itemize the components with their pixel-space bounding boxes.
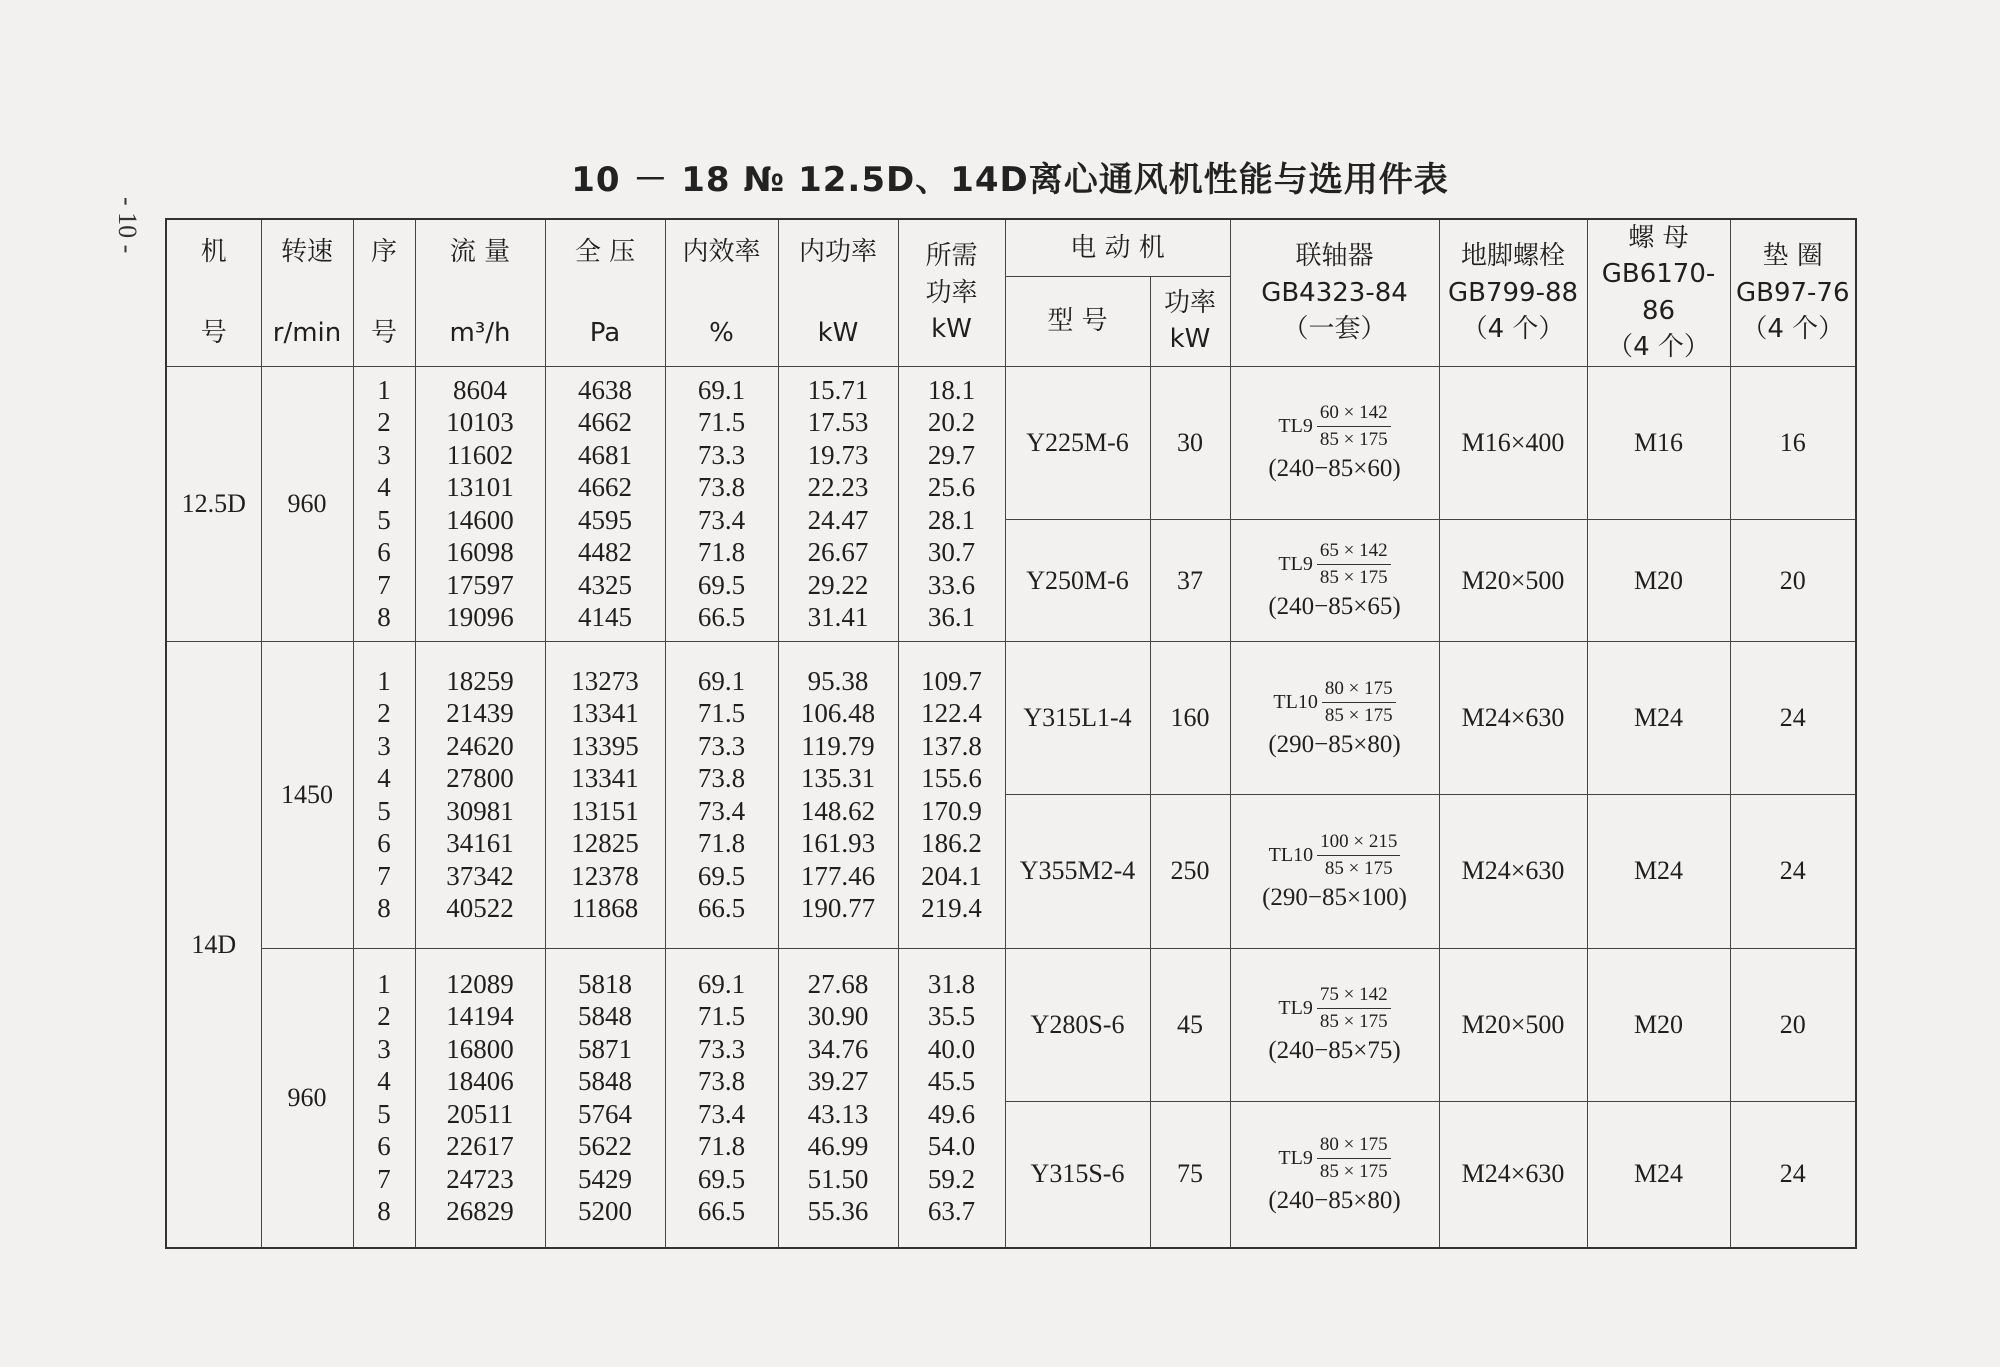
power-value: 95.38 (807, 665, 869, 696)
efficiency-cell (665, 948, 778, 1248)
flow-value: 30981 (446, 795, 514, 826)
efficiency-value: 66.5 (697, 602, 746, 633)
anchor-bolt: M24×630 (1439, 1101, 1587, 1248)
motor-power: 45 (1150, 948, 1230, 1101)
header-coupling: 联轴器 GB4323-84 （一套） (1230, 219, 1439, 366)
washer: 20 (1730, 520, 1856, 642)
pressure-value: 4662 (578, 472, 632, 503)
motor-power: 250 (1150, 795, 1230, 948)
efficiency-value: 73.4 (697, 795, 746, 826)
flow-value: 24723 (446, 1163, 514, 1194)
pressure-value: 12825 (571, 828, 639, 859)
pressure-value: 13395 (571, 730, 639, 761)
required-value: 137.8 (921, 730, 982, 761)
power-value: 29.22 (807, 569, 869, 600)
anchor-bolt: M20×500 (1439, 948, 1587, 1101)
pressure-value: 5429 (578, 1163, 632, 1194)
flow-value: 8604 (453, 374, 507, 405)
anchor-bolt: M20×500 (1439, 520, 1587, 642)
efficiency-value: 69.1 (697, 968, 746, 999)
efficiency-value: 73.3 (697, 730, 746, 761)
pressure-value: 5200 (578, 1196, 632, 1227)
efficiency-value: 69.5 (697, 860, 746, 891)
header-seq: 序 号 (353, 219, 415, 366)
efficiency-value: 71.8 (697, 1131, 746, 1162)
pressure-value: 13273 (571, 665, 639, 696)
flow-value: 27800 (446, 763, 514, 794)
pressure-value: 5818 (578, 968, 632, 999)
power-value: 148.62 (800, 795, 876, 826)
power-cell (778, 948, 898, 1248)
efficiency-value: 73.8 (697, 763, 746, 794)
required-value: 29.7 (927, 439, 976, 470)
efficiency-cell (665, 366, 778, 642)
seq-value: 6 (377, 537, 391, 568)
seq-value: 8 (377, 893, 391, 924)
flow-value: 37342 (446, 860, 514, 891)
seq-value: 2 (377, 698, 391, 729)
pressure-cell (545, 366, 665, 642)
flow-value: 17597 (446, 569, 514, 600)
speed-cell: 960 (261, 948, 353, 1248)
pressure-value: 12378 (571, 860, 639, 891)
table-row (166, 948, 1856, 1101)
power-value: 106.48 (800, 698, 876, 729)
table-row (166, 366, 1856, 520)
header-speed: 转速 r/min (261, 219, 353, 366)
flow-cell (415, 366, 545, 642)
power-value: 43.13 (807, 1098, 869, 1129)
seq-value: 7 (377, 569, 391, 600)
seq-value: 3 (377, 1033, 391, 1064)
flow-value: 40522 (446, 893, 514, 924)
power-value: 24.47 (807, 504, 869, 535)
power-value: 190.77 (800, 893, 876, 924)
flow-value: 18259 (446, 665, 514, 696)
required-value: 204.1 (921, 860, 982, 891)
required-value: 35.5 (927, 1001, 976, 1032)
flow-value: 16098 (446, 537, 514, 568)
flow-value: 12089 (446, 968, 514, 999)
flow-value: 13101 (446, 472, 514, 503)
seq-value: 7 (377, 860, 391, 891)
power-value: 30.90 (807, 1001, 869, 1032)
efficiency-cell (665, 642, 778, 948)
flow-value: 14600 (446, 504, 514, 535)
required-power-cell (898, 366, 1005, 642)
header-motor-model: 型 号 (1005, 277, 1150, 366)
header-flow: 流 量 m³/h (415, 219, 545, 366)
flow-value: 19096 (446, 602, 514, 633)
header-motor-power: 功率 kW (1150, 277, 1230, 366)
pressure-value: 4681 (578, 439, 632, 470)
nut: M24 (1587, 795, 1730, 948)
coupling-cell: TL9 $\frac{60 \times 142}{85 \times 175}$ (240−85×60) (1230, 366, 1439, 520)
power-value: 34.76 (807, 1033, 869, 1064)
efficiency-value: 66.5 (697, 1196, 746, 1227)
flow-value: 34161 (446, 828, 514, 859)
required-value: 59.2 (927, 1163, 976, 1194)
page-number: - 10 - (113, 196, 142, 254)
pressure-value: 5622 (578, 1131, 632, 1162)
flow-value: 20511 (446, 1098, 514, 1129)
required-value: 18.1 (927, 374, 976, 405)
power-cell (778, 366, 898, 642)
coupling-cell: TL9 $\frac{75 \times 142}{85 \times 175}$ (240−85×75) (1230, 948, 1439, 1101)
pressure-value: 4482 (578, 537, 632, 568)
washer: 24 (1730, 1101, 1856, 1248)
washer: 24 (1730, 642, 1856, 795)
seq-value: 5 (377, 1098, 391, 1129)
power-value: 177.46 (800, 860, 876, 891)
motor-model: Y315L1-4 (1005, 642, 1150, 795)
efficiency-value: 69.1 (697, 665, 746, 696)
pressure-value: 13341 (571, 763, 639, 794)
flow-cell (415, 948, 545, 1248)
washer: 24 (1730, 795, 1856, 948)
header-efficiency: 内效率 % (665, 219, 778, 366)
flow-value: 26829 (446, 1196, 514, 1227)
efficiency-value: 66.5 (697, 893, 746, 924)
required-value: 28.1 (927, 504, 976, 535)
power-value: 27.68 (807, 968, 869, 999)
nut: M20 (1587, 520, 1730, 642)
power-value: 39.27 (807, 1066, 869, 1097)
seq-value: 7 (377, 1163, 391, 1194)
flow-value: 22617 (446, 1131, 514, 1162)
power-value: 31.41 (807, 602, 869, 633)
pressure-value: 5764 (578, 1098, 632, 1129)
nut: M16 (1587, 366, 1730, 520)
power-value: 55.36 (807, 1196, 869, 1227)
seq-value: 2 (377, 1001, 391, 1032)
flow-value: 11602 (446, 439, 514, 470)
washer: 20 (1730, 948, 1856, 1101)
pressure-value: 13151 (571, 795, 639, 826)
anchor-bolt: M16×400 (1439, 366, 1587, 520)
machine-no-cell: 12.5D (166, 366, 261, 642)
motor-power: 37 (1150, 520, 1230, 642)
seq-value: 4 (377, 472, 391, 503)
efficiency-value: 73.8 (697, 472, 746, 503)
motor-model: Y250M-6 (1005, 520, 1150, 642)
speed-cell: 960 (261, 366, 353, 642)
coupling-cell: TL10 $\frac{100 \times 215}{85 \times 175}$ (290−85×100) (1230, 795, 1439, 948)
power-value: 46.99 (807, 1131, 869, 1162)
efficiency-value: 73.4 (697, 504, 746, 535)
efficiency-value: 71.5 (697, 1001, 746, 1032)
power-value: 51.50 (807, 1163, 869, 1194)
header-required-power: 所需 功率 kW (898, 219, 1005, 366)
required-value: 30.7 (927, 537, 976, 568)
required-value: 31.8 (927, 968, 976, 999)
seq-value: 1 (377, 665, 391, 696)
required-power-cell (898, 948, 1005, 1248)
seq-value: 6 (377, 828, 391, 859)
required-value: 63.7 (927, 1196, 976, 1227)
pressure-value: 4638 (578, 374, 632, 405)
motor-model: Y315S-6 (1005, 1101, 1150, 1248)
header-nut: 螺 母 GB6170-86 （4 个） (1587, 219, 1730, 366)
required-value: 54.0 (927, 1131, 976, 1162)
header-power: 内功率 kW (778, 219, 898, 366)
flow-value: 18406 (446, 1066, 514, 1097)
seq-cell (353, 948, 415, 1248)
pressure-value: 5848 (578, 1066, 632, 1097)
anchor-bolt: M24×630 (1439, 795, 1587, 948)
header-pressure: 全 压 Pa (545, 219, 665, 366)
required-value: 36.1 (927, 602, 976, 633)
efficiency-value: 73.4 (697, 1098, 746, 1129)
required-value: 25.6 (927, 472, 976, 503)
efficiency-value: 69.5 (697, 569, 746, 600)
flow-value: 24620 (446, 730, 514, 761)
efficiency-value: 73.3 (697, 1033, 746, 1064)
coupling-cell: TL10 $\frac{80 \times 175}{85 \times 175}$ (290−85×80) (1230, 642, 1439, 795)
power-value: 26.67 (807, 537, 869, 568)
power-value: 15.71 (807, 374, 869, 405)
header-anchor-bolt: 地脚螺栓 GB799-88 （4 个） (1439, 219, 1587, 366)
flow-value: 10103 (446, 407, 514, 438)
required-value: 219.4 (921, 893, 982, 924)
pressure-cell (545, 642, 665, 948)
power-cell (778, 642, 898, 948)
power-value: 22.23 (807, 472, 869, 503)
coupling-cell: TL9 $\frac{65 \times 142}{85 \times 175}$ (240−85×65) (1230, 520, 1439, 642)
required-value: 122.4 (921, 698, 982, 729)
power-value: 19.73 (807, 439, 869, 470)
required-value: 155.6 (921, 763, 982, 794)
pressure-value: 4595 (578, 504, 632, 535)
nut: M20 (1587, 948, 1730, 1101)
machine-no-cell: 14D (166, 642, 261, 1248)
required-value: 170.9 (921, 795, 982, 826)
coupling-cell: TL9 $\frac{80 \times 175}{85 \times 175}$ (240−85×80) (1230, 1101, 1439, 1248)
motor-power: 75 (1150, 1101, 1230, 1248)
required-value: 33.6 (927, 569, 976, 600)
seq-value: 1 (377, 374, 391, 405)
efficiency-value: 69.5 (697, 1163, 746, 1194)
seq-value: 5 (377, 504, 391, 535)
seq-value: 5 (377, 795, 391, 826)
pressure-value: 5848 (578, 1001, 632, 1032)
efficiency-value: 73.8 (697, 1066, 746, 1097)
pressure-cell (545, 948, 665, 1248)
nut: M24 (1587, 642, 1730, 795)
motor-power: 30 (1150, 366, 1230, 520)
table-title: 10 － 18 № 12.5D、14D离心通风机性能与选用件表 (571, 160, 1449, 200)
pressure-value: 4325 (578, 569, 632, 600)
efficiency-value: 71.5 (697, 407, 746, 438)
speed-cell: 1450 (261, 642, 353, 948)
motor-model: Y225M-6 (1005, 366, 1150, 520)
washer: 16 (1730, 366, 1856, 520)
flow-value: 14194 (446, 1001, 514, 1032)
motor-model: Y280S-6 (1005, 948, 1150, 1101)
seq-value: 6 (377, 1131, 391, 1162)
efficiency-value: 71.5 (697, 698, 746, 729)
seq-value: 4 (377, 763, 391, 794)
seq-value: 1 (377, 968, 391, 999)
seq-value: 8 (377, 602, 391, 633)
seq-cell (353, 366, 415, 642)
required-value: 186.2 (921, 828, 982, 859)
required-value: 45.5 (927, 1066, 976, 1097)
required-value: 20.2 (927, 407, 976, 438)
required-value: 49.6 (927, 1098, 976, 1129)
header-washer: 垫 圈 GB97-76 （4 个） (1730, 219, 1856, 366)
flow-value: 16800 (446, 1033, 514, 1064)
flow-cell (415, 642, 545, 948)
nut: M24 (1587, 1101, 1730, 1248)
table-row (166, 642, 1856, 795)
pressure-value: 4662 (578, 407, 632, 438)
required-value: 109.7 (921, 665, 982, 696)
required-power-cell (898, 642, 1005, 948)
power-value: 161.93 (800, 828, 876, 859)
pressure-value: 13341 (571, 698, 639, 729)
efficiency-value: 69.1 (697, 374, 746, 405)
seq-cell (353, 642, 415, 948)
header-motor: 电 动 机 (1005, 219, 1230, 277)
motor-power: 160 (1150, 642, 1230, 795)
efficiency-value: 71.8 (697, 828, 746, 859)
header-machine-no: 机 号 (166, 219, 261, 366)
power-value: 119.79 (801, 730, 875, 761)
efficiency-value: 71.8 (697, 537, 746, 568)
motor-model: Y355M2-4 (1005, 795, 1150, 948)
seq-value: 2 (377, 407, 391, 438)
anchor-bolt: M24×630 (1439, 642, 1587, 795)
seq-value: 8 (377, 1196, 391, 1227)
power-value: 17.53 (807, 407, 869, 438)
pressure-value: 11868 (571, 893, 639, 924)
required-value: 40.0 (927, 1033, 976, 1064)
pressure-value: 5871 (578, 1033, 632, 1064)
efficiency-value: 73.3 (697, 439, 746, 470)
seq-value: 3 (377, 439, 391, 470)
seq-value: 4 (377, 1066, 391, 1097)
seq-value: 3 (377, 730, 391, 761)
performance-table (165, 218, 1857, 1249)
flow-value: 21439 (446, 698, 514, 729)
power-value: 135.31 (800, 763, 876, 794)
pressure-value: 4145 (578, 602, 632, 633)
